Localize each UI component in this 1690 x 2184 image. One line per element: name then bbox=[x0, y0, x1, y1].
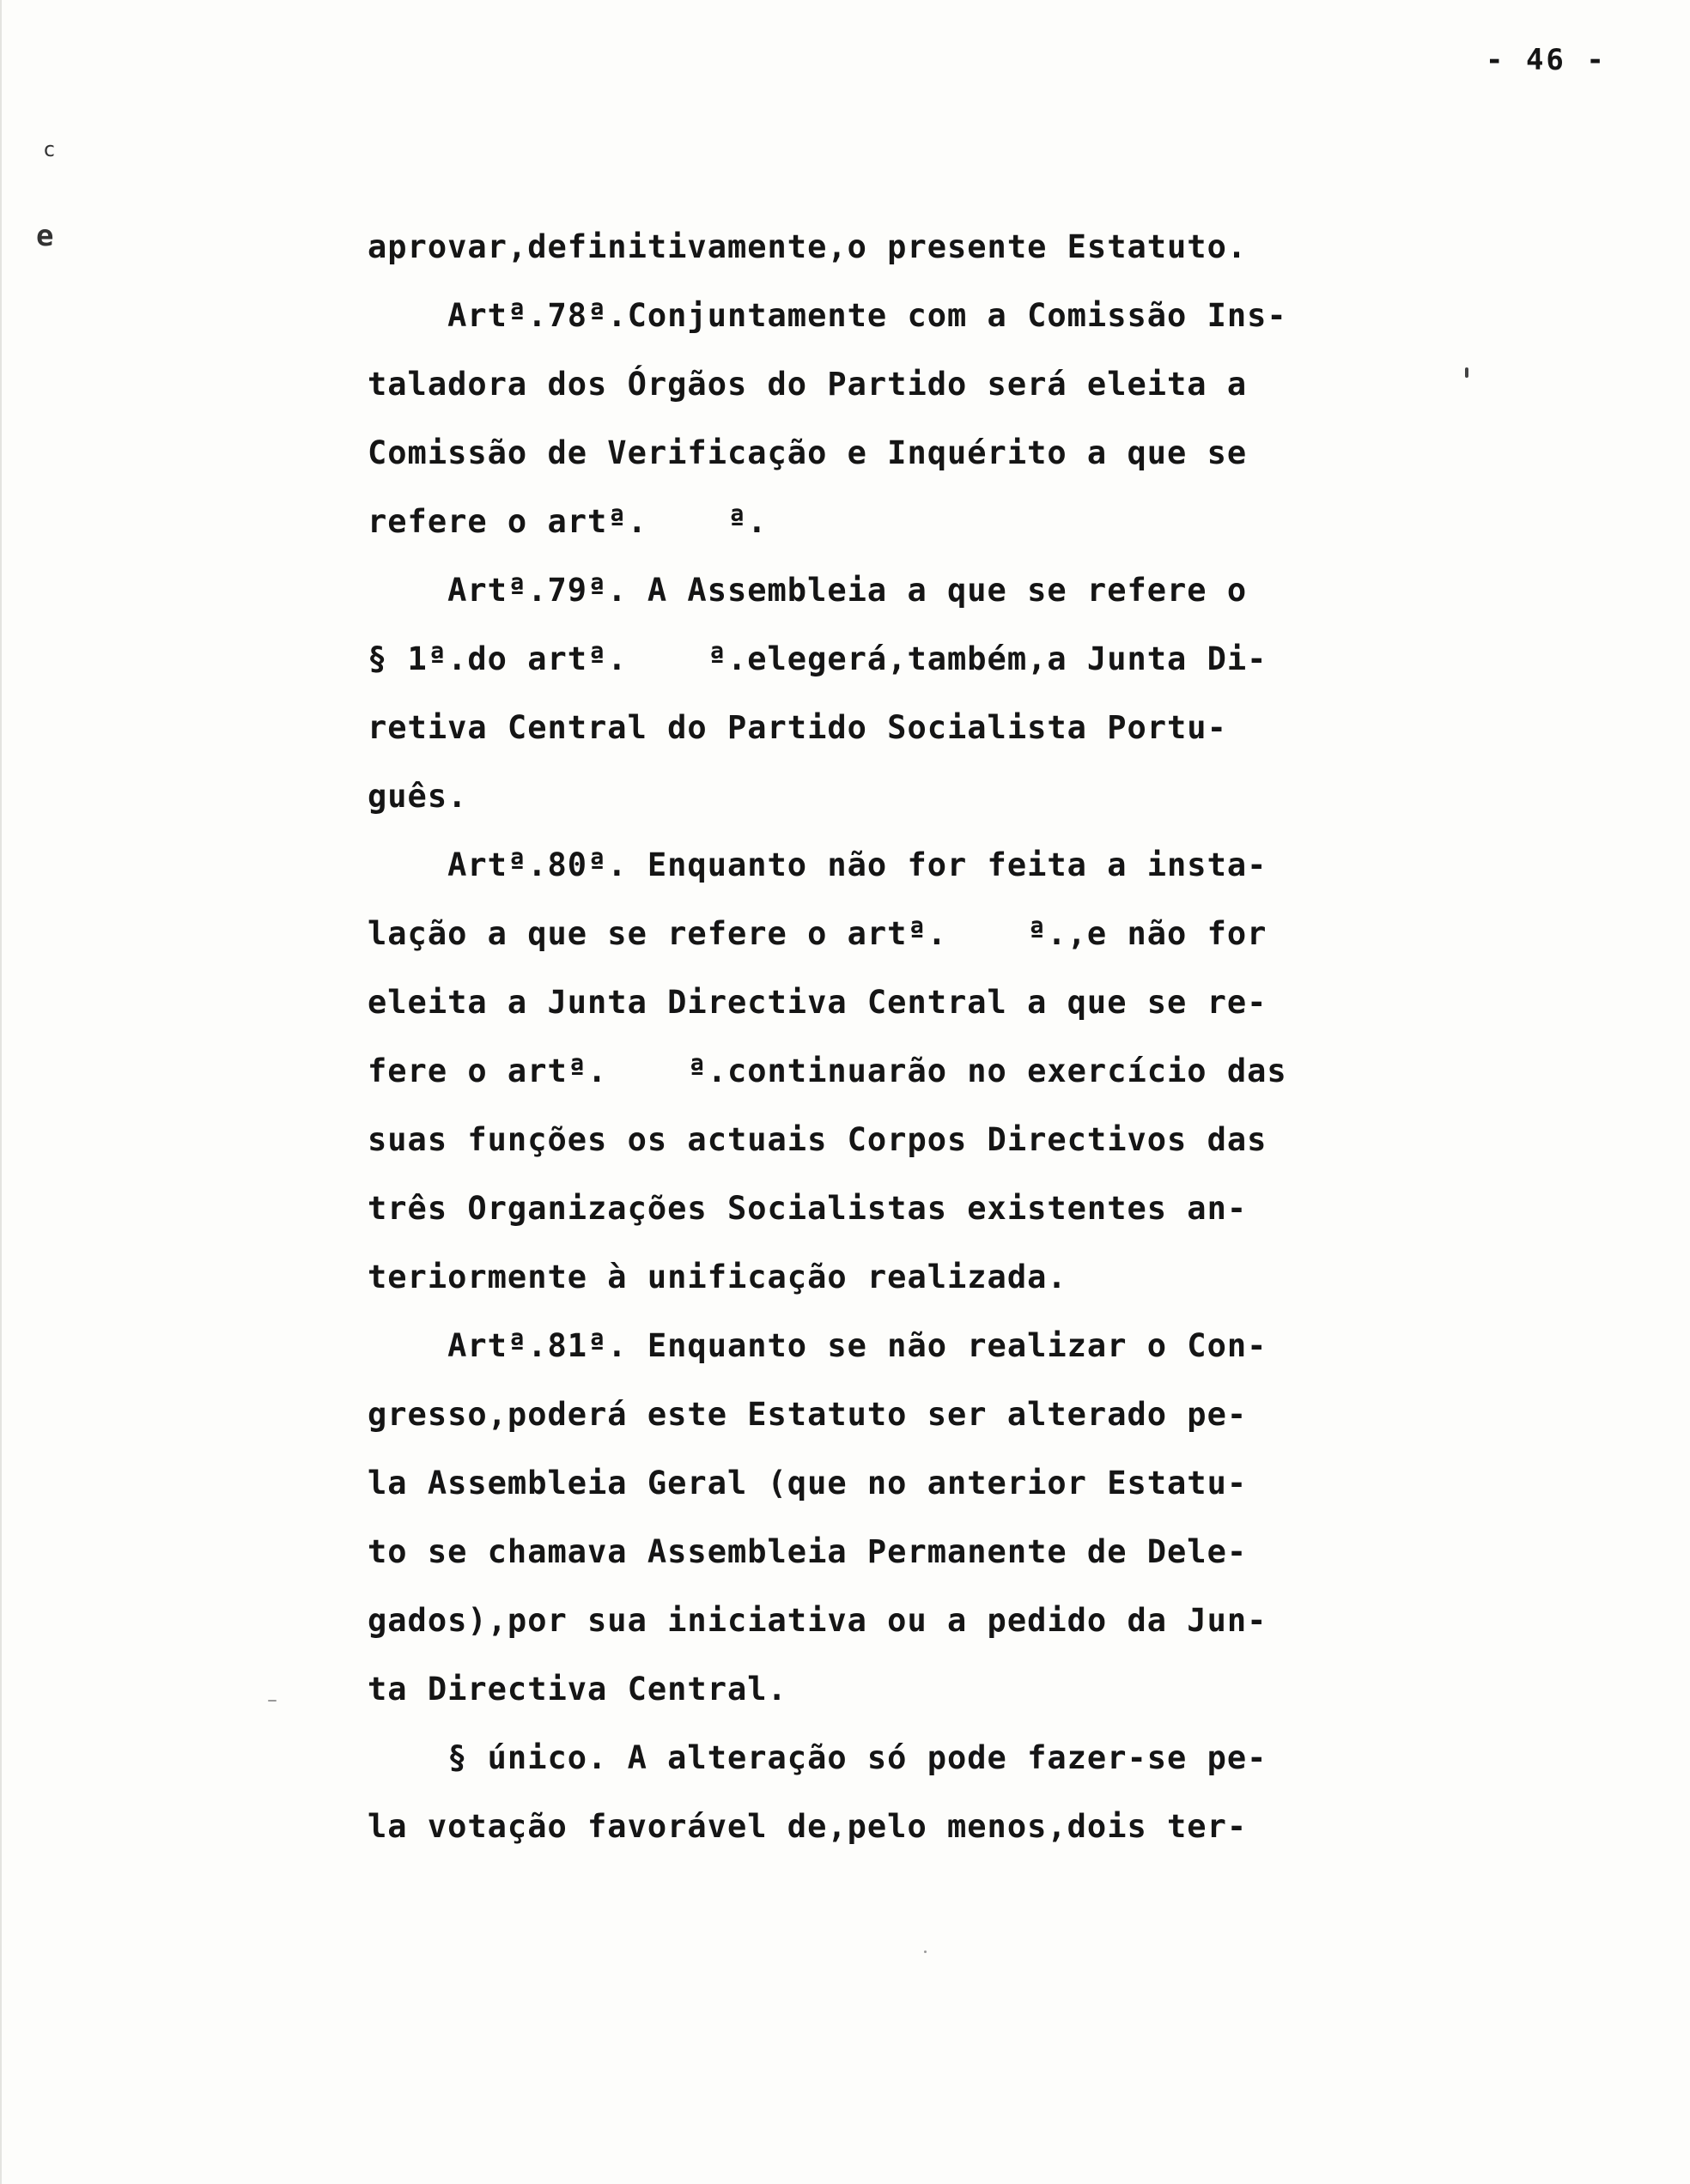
text-line: Artª.80ª. Enquanto não for feita a insta- bbox=[368, 846, 1268, 883]
text-line: ta Directiva Central. bbox=[368, 1671, 787, 1708]
text-line: gresso,poderá este Estatuto ser alterado pe- bbox=[368, 1396, 1248, 1433]
text-line: la votação favorável de,pelo menos,dois ter- bbox=[368, 1808, 1248, 1845]
text-line: refere o artª. ª. bbox=[368, 503, 768, 540]
text-line: três Organizações Socialistas existentes an- bbox=[368, 1190, 1248, 1227]
ink-speck bbox=[268, 1700, 277, 1702]
text-line: retiva Central do Partido Socialista Portu- bbox=[368, 709, 1227, 746]
text-line: teriormente à unificação realizada. bbox=[368, 1259, 1067, 1295]
page-left-edge bbox=[0, 0, 2, 2184]
text-line: § 1ª.do artª. ª.elegerá,também,a Junta Di- bbox=[368, 640, 1268, 677]
text-line: to se chamava Assembleia Permanente de Dele- bbox=[368, 1533, 1248, 1570]
text-line: Artª.78ª.Conjuntamente com a Comissão Ins- bbox=[368, 297, 1287, 334]
margin-mark-bottom: e bbox=[36, 219, 54, 253]
text-line: aprovar,definitivamente,o presente Estatuto. bbox=[368, 228, 1248, 265]
ink-speck bbox=[924, 1950, 927, 1953]
text-line: eleita a Junta Directiva Central a que se re- bbox=[368, 984, 1268, 1021]
text-line: gados),por sua iniciativa ou a pedido da Jun- bbox=[368, 1602, 1268, 1639]
text-line: Artª.79ª. A Assembleia a que se refere o bbox=[368, 572, 1248, 609]
text-line: § único. A alteração só pode fazer-se pe- bbox=[368, 1739, 1268, 1776]
text-line: fere o artª. ª.continuarão no exercício das bbox=[368, 1053, 1287, 1089]
text-line: taladora dos Órgãos do Partido será eleita a bbox=[368, 366, 1248, 403]
document-body bbox=[368, 213, 1312, 1861]
text-line: la Assembleia Geral (que no anterior Estatu- bbox=[368, 1465, 1248, 1502]
page-number: - 46 - bbox=[1486, 43, 1607, 77]
text-line: Comissão de Verificação e Inquérito a que se bbox=[368, 434, 1248, 471]
text-line: suas funções os actuais Corpos Directivos das bbox=[368, 1121, 1268, 1158]
ink-speck bbox=[1465, 367, 1468, 378]
margin-mark-top: c bbox=[43, 137, 56, 161]
text-line: lação a que se refere o artª. ª.,e não for bbox=[368, 915, 1268, 952]
text-line: Artª.81ª. Enquanto se não realizar o Con- bbox=[368, 1327, 1268, 1364]
text-line: guês. bbox=[368, 778, 468, 815]
